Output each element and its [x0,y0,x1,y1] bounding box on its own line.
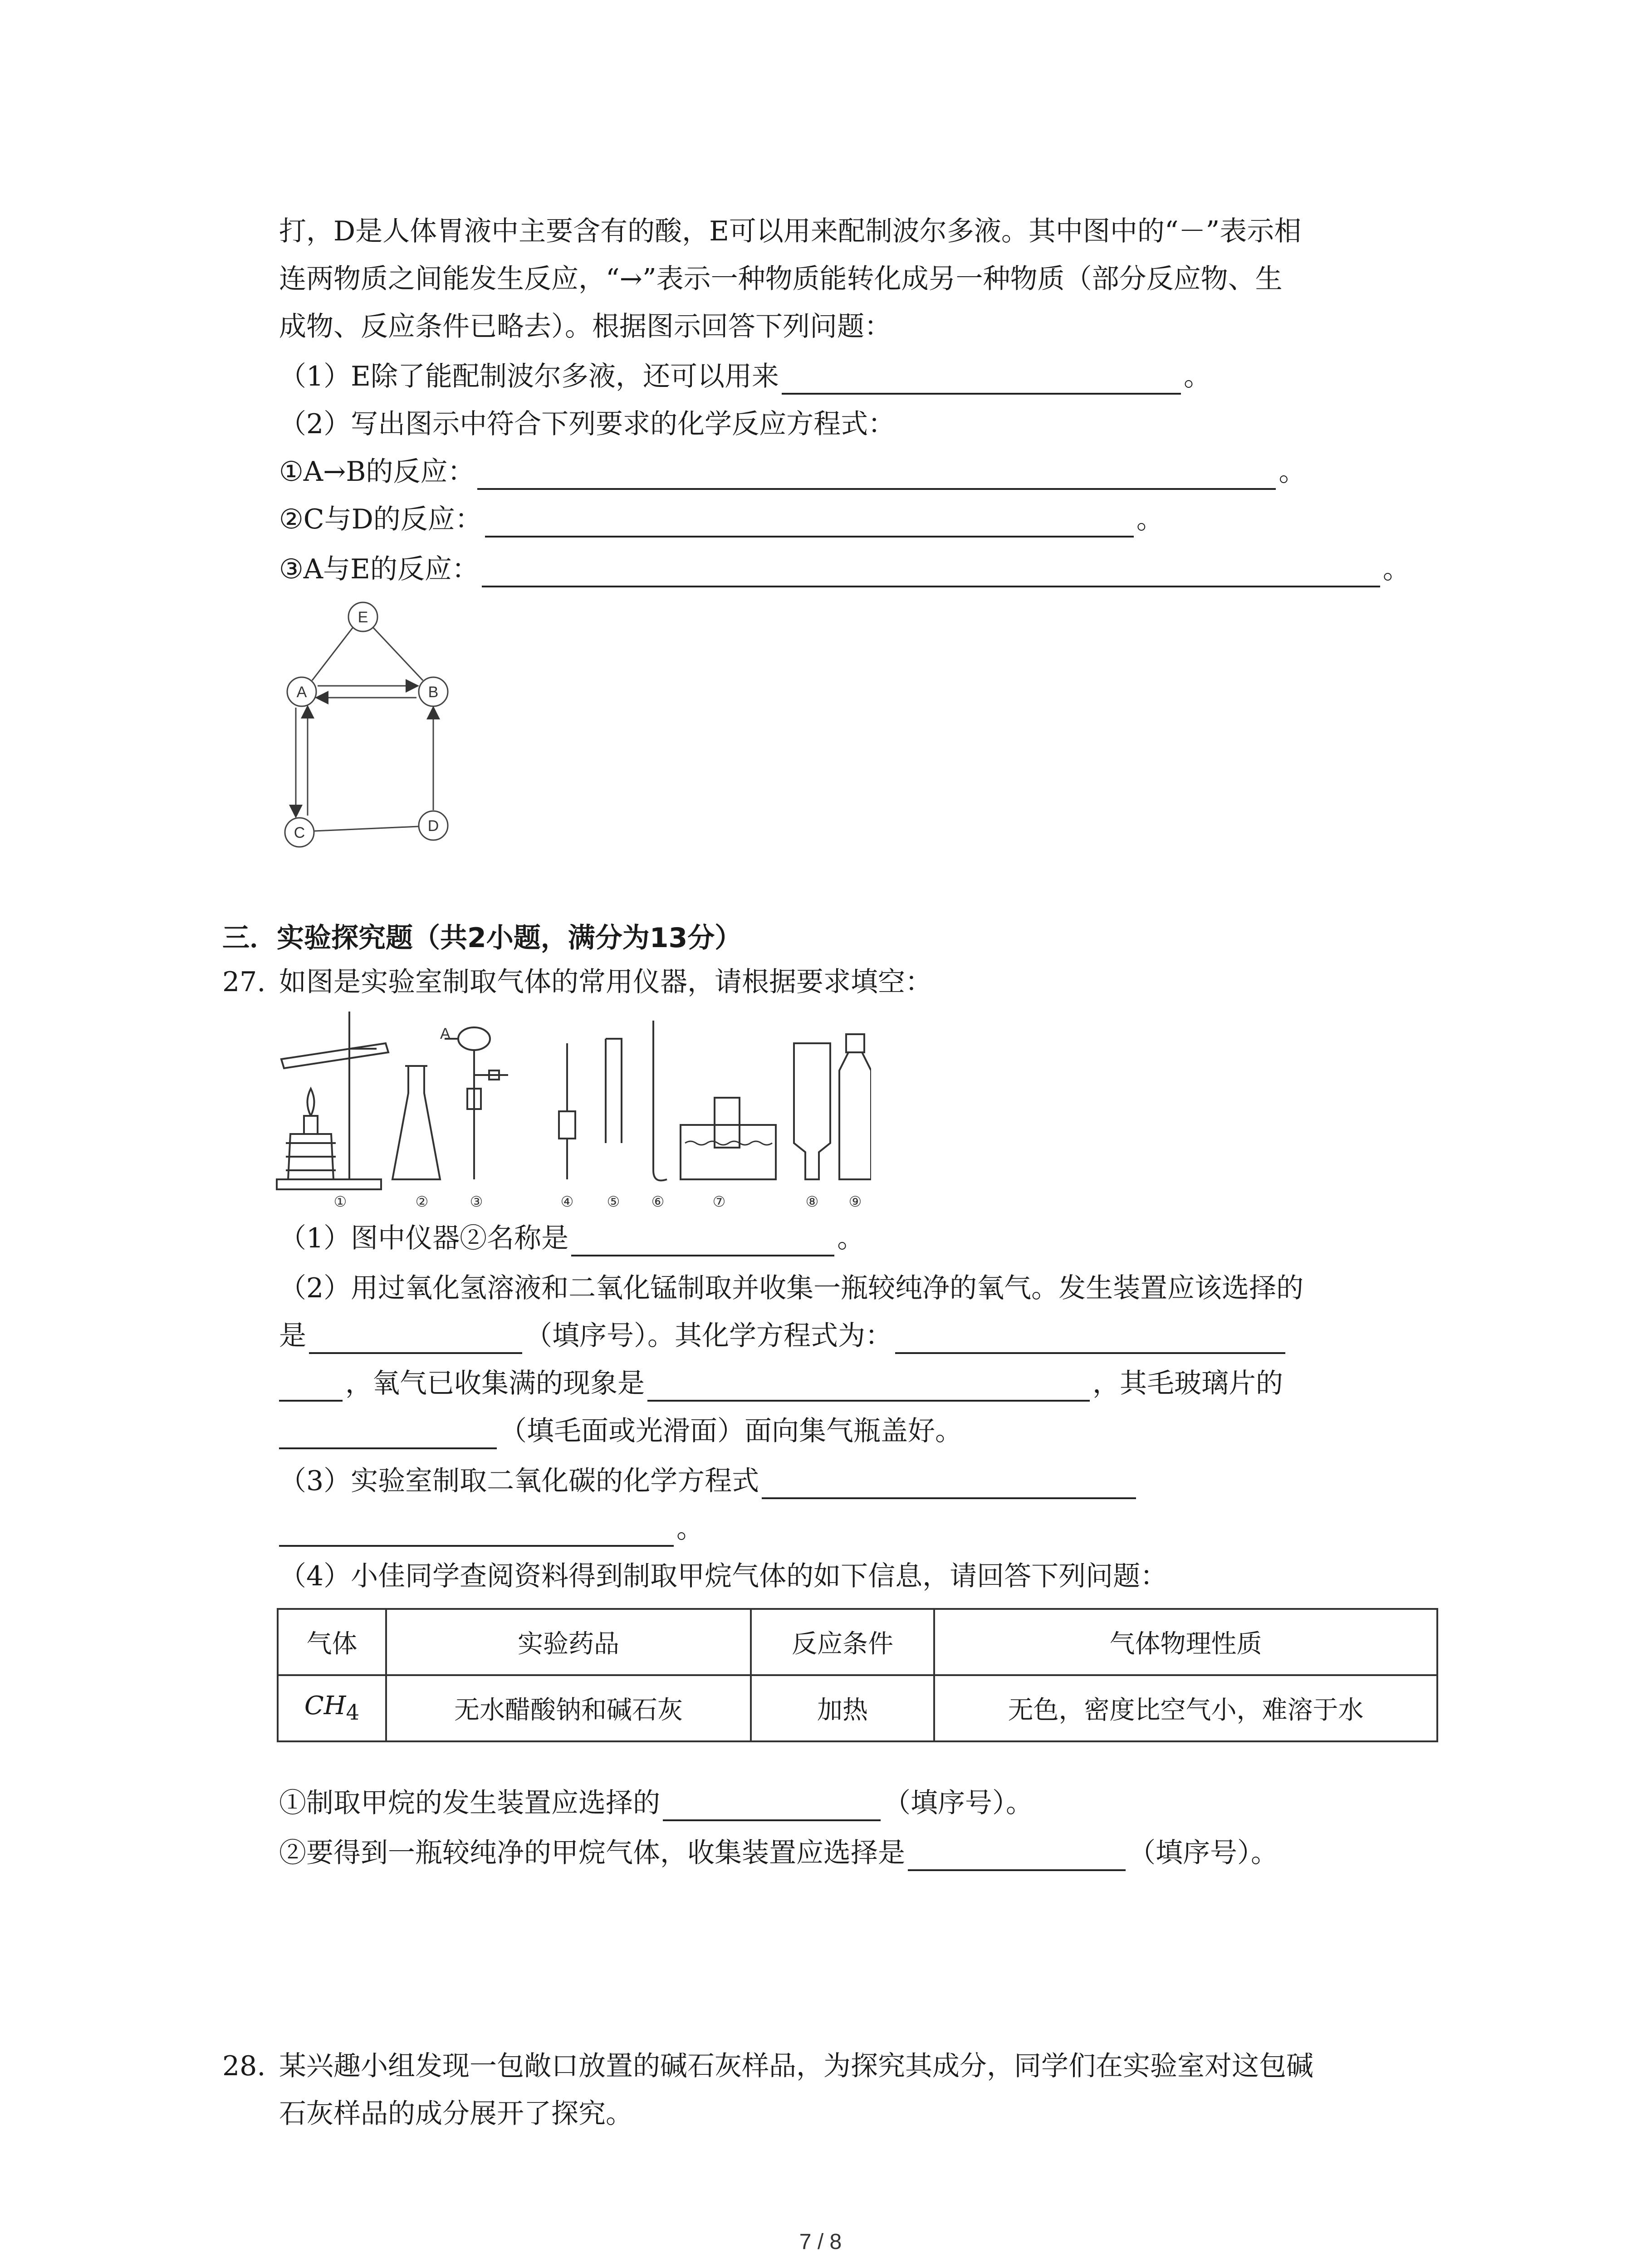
apparatus-num-9: ⑨ [848,1193,862,1210]
q26-reaction-3-label: ③A与E的反应： [279,553,479,585]
q27-sub2-equation-text: （填序号）。其化学方程式为： [525,1320,892,1352]
q27-sub2-equation-blank[interactable] [895,1323,1285,1354]
conical-flask [392,1066,440,1179]
node-c-label: C [294,824,305,841]
reagent-bottle [846,1034,864,1052]
q27-sub2-full-text: ，氧气已收集满的现象是 [345,1368,645,1399]
q27-methane-1-hint: （填序号）。 [883,1787,1033,1819]
gas-jar [794,1043,830,1179]
table-cell-condition: 加热 [751,1675,934,1741]
q27-sub2-glass-text: ，其毛玻璃片的 [1092,1368,1283,1399]
q27-sub2-line1: （2）用过氧化氢溶液和二氧化锰制取并收集一瓶较纯净的氧气。发生装置应该选择的 [279,1272,1304,1304]
q27-sub1 [279,1220,864,1256]
q27-methane-1 [279,1785,1033,1821]
q26-reaction-3-blank[interactable] [482,557,1380,587]
q28-line-2: 石灰样品的成分展开了探究。 [279,2098,633,2130]
table-header-properties: 气体物理性质 [934,1609,1437,1675]
q27-sub2-full-blank[interactable] [647,1371,1090,1402]
q27-sub2-equation-cont-blank[interactable] [279,1371,343,1402]
q27-sub1-end: 。 [837,1222,865,1254]
apparatus-num-5: ⑤ [607,1193,620,1210]
table-cell-properties: 无色，密度比空气小，难溶于水 [934,1675,1437,1741]
q27-sub2-line3 [279,1365,1283,1402]
stand-base [277,1179,381,1189]
q26-reaction-2-label: ②C与D的反应： [279,503,482,535]
formula-subscript: 4 [346,1701,360,1725]
table-cell-gas [278,1675,386,1741]
q26-reaction-1-blank[interactable] [477,459,1276,490]
link-e-b [373,627,423,680]
long-tube [653,1021,667,1181]
q27-sub3-cont-blank[interactable] [279,1516,674,1547]
formula-ch: CH [304,1691,346,1721]
page-number: 7 / 8 [799,2230,842,2254]
table-header-gas: 气体 [278,1609,386,1675]
table-cell-reagents: 无水醋酸钠和碱石灰 [386,1675,751,1741]
q27-stem: 如图是实验室制取气体的常用仪器，请根据要求填空： [279,966,932,998]
q26-reaction-2-end: 。 [1136,503,1164,535]
q26-reaction-1-end: 。 [1279,456,1306,488]
q27-number: 27. [222,966,266,998]
apparatus-num-1: ① [333,1193,347,1210]
q26-reaction-2 [279,501,1164,538]
q27-sub3-blank[interactable] [762,1468,1136,1499]
q27-methane-2-blank[interactable] [908,1840,1126,1871]
q26-part1-blank[interactable] [782,364,1181,395]
apparatus-figure [272,1007,871,1211]
q26-part1-text: （1）E除了能配制波尔多液，还可以用来 [279,361,779,392]
q27-sub2-line4 [279,1413,962,1449]
q27-sub2-device-blank[interactable] [309,1323,522,1354]
q27-sub2-glass-blank[interactable] [279,1418,497,1449]
q26-reaction-1 [279,454,1306,490]
separatory-funnel [458,1027,490,1050]
apparatus-num-7: ⑦ [712,1193,726,1210]
q27-sub2-glass-hint: （填毛面或光滑面）面向集气瓶盖好。 [500,1415,962,1447]
apparatus-num-6: ⑥ [651,1193,665,1210]
q26-part1 [279,358,1211,395]
q26-reaction-2-blank[interactable] [485,507,1134,538]
q27-sub3 [279,1463,1139,1499]
bent-tube [606,1039,622,1143]
q27-sub3-end: 。 [676,1513,704,1545]
link-e-a [312,627,353,680]
q28-line-1: 某兴趣小组发现一包敞口放置的碱石灰样品，为探究其成分，同学们在实验室对这包碱 [279,2050,1313,2082]
section-heading: 三．实验探究题（共2小题，满分为13分） [222,922,742,954]
apparatus-num-3: ③ [470,1193,483,1210]
node-d-label: D [427,817,439,835]
q27-sub1-text: （1）图中仪器②名称是 [279,1222,569,1254]
intro-line-1: 打，D是人体胃液中主要含有的酸，E可以用来配制波尔多液。其中图中的“－”表示相 [279,215,1302,247]
q26-reaction-3-end: 。 [1382,553,1410,585]
q27-sub2-line2 [279,1318,1288,1354]
q27-methane-2-hint: （填序号）。 [1128,1837,1278,1869]
table-row [278,1675,1437,1741]
table-header-condition: 反应条件 [751,1609,934,1675]
node-b-label: B [428,684,439,701]
q26-part1-end: 。 [1183,361,1211,392]
q27-sub1-blank[interactable] [571,1226,834,1256]
q26-reaction-3 [279,551,1410,587]
methane-info-table [277,1608,1438,1742]
apparatus-num-2: ② [415,1193,429,1210]
q27-sub3-text: （3）实验室制取二氧化碳的化学方程式 [279,1465,759,1497]
q27-methane-1-blank[interactable] [663,1790,881,1821]
relationship-diagram [272,594,472,862]
q26-part2: （2）写出图示中符合下列要求的化学反应方程式： [279,408,896,440]
q27-methane-2 [279,1835,1278,1871]
apparatus-label-a: A [440,1025,451,1042]
apparatus-num-4: ④ [560,1193,574,1210]
link-c-d [314,826,418,831]
apparatus-num-8: ⑧ [805,1193,819,1210]
q27-methane-1-text: ①制取甲烷的发生装置应选择的 [279,1787,660,1819]
q27-sub4: （4）小佳同学查阅资料得到制取甲烷气体的如下信息，请回答下列问题： [279,1560,1168,1592]
q27-sub2-shi: 是 [279,1320,306,1352]
table-header-row [278,1609,1437,1675]
q26-reaction-1-label: ①A→B的反应： [279,456,475,488]
heated-test-tube [281,1043,388,1068]
q28-number: 28. [222,2050,266,2082]
intro-line-2: 连两物质之间能发生反应，“→”表示一种物质能转化成另一种物质（部分反应物、生 [279,263,1283,295]
node-e-label: E [358,609,368,626]
table-header-reagents: 实验药品 [386,1609,751,1675]
intro-line-3: 成物、反应条件已略去）。根据图示回答下列问题： [279,311,892,342]
q27-sub3-cont [279,1510,704,1547]
q27-methane-2-text: ②要得到一瓶较纯净的甲烷气体，收集装置应选择是 [279,1837,905,1869]
water-trough [681,1125,776,1179]
node-a-label: A [296,684,307,701]
